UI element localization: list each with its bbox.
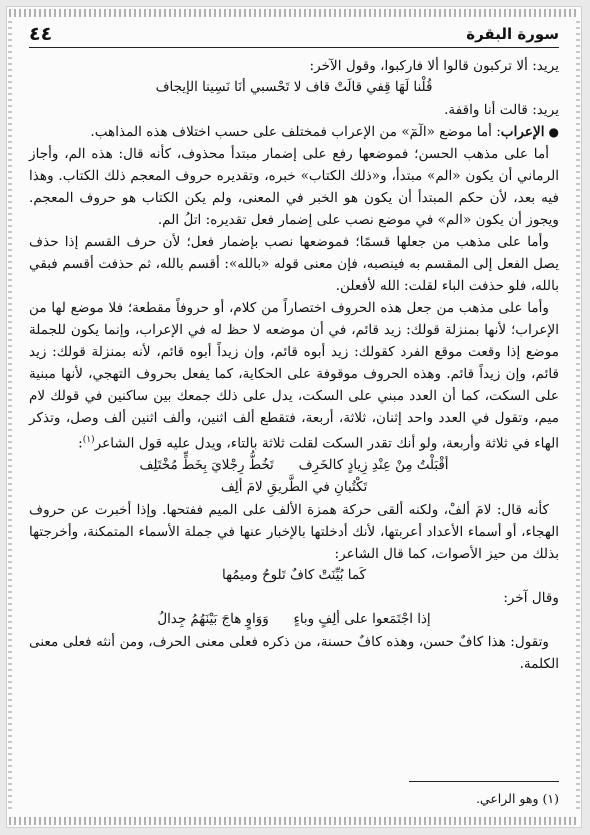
irab-label: الإعراب — [500, 124, 545, 140]
verse-line-5 — [29, 609, 559, 631]
verse-5-hemistich-a: إذا اجْتَمَعوا على ألِفٍ وباءٍ — [293, 611, 431, 627]
left-ornament-border — [8, 21, 12, 813]
bullet-icon: ● — [548, 125, 559, 139]
bottom-ornament-border — [9, 817, 579, 825]
verse-2-hemistich-b: تَخُطُّ رِجْلايَ بِخَطٍّ مُخْتَلِف — [139, 457, 274, 473]
paragraph-intro: يريد: ألا تركبون قالوا ألا فاركبوا، وقول الآخر: — [309, 58, 559, 74]
verse-line-2 — [29, 455, 559, 477]
paragraph-another-poet: وقال آخر: — [503, 589, 559, 606]
paragraph-gender: وتقول: هذا كافٌ حسن، وهذه كافٌ حسنة، من ذكره فعلى معنى الحرف، ومن أنثه فعلى معنى الكلمة. — [29, 633, 559, 672]
irab-text: : أما موضع «الٓمٓ» من الإعراب فمختلف على حسب اختلاف هذه المذاهب. — [90, 124, 501, 140]
main-text — [29, 55, 559, 675]
paragraph-letters-text: وأما على مذهب من جعل هذه الحروف اختصاراً من كلام، أو حروفاً مقطعة؛ فلا موضع لها من الإعراب؛ لأنها بمنزلة قولك: زيد قائم، في أن موضعه لا حظ له في الإعراب، وإنما يكون للجملة موضع إذا وقعت موقع الفرد كقولك: زيد أبوه قائم، وإن زيداً أبوه قائم، لأنه بمنزلة قولك: زيد قائم، وإن زيداً قائم. وهذه الحروف موقوفة على الحكاية، كما يفعل بحروف التهجي، لأنها مبنية على السكت، كما أن العدد مبني على السكت، يدل على ذلك جمعك بين ساكنين في قولك لام ميم، وتقول في العدد واحد إثنان، ثلاثة، أربعة، فتقطع ألف اثنين، وألف اثنين ألف وصل، وتذكر الهاء في ثلاثة وأربعة، ولو أنك تقدر السكت لقلت ثلاثة بالتاء، ويدل عليه قول الشاعر — [29, 300, 559, 452]
footnote-1 — [29, 791, 559, 806]
surah-title: سورة البقرة — [466, 25, 559, 43]
verse-line-3: تَكْتُبانِ في الطَّريقِ لامَ ألِف — [220, 479, 368, 495]
page-number: ٤٤ — [29, 23, 53, 45]
paragraph-oath: وأما على مذهب من جعلها قسمًا؛ فموضعها نصب بإضمار فعل؛ لأن حرف القسم إذا حذف يصل الفعل إلى المقسم به فينصبه، فإن معنى قوله «بالله»: أقسم بالله، ثم حذفت أقسم فبقي بالله، فلو حذفت الباء لقلت: الله لأفعلن. — [29, 234, 559, 294]
verse-line-1: قُلْنا لَهَا قِفي قالَتْ قاف لا تَحْسبي أنَا نَسِينا الإيجاف — [155, 80, 433, 95]
verse-5-hemistich-b: وَوَاوٍ هاجَ بَيْنَهُمُ جِدالُ — [157, 611, 269, 627]
right-ornament-border — [576, 21, 580, 813]
footnote-number: (١) — [542, 791, 559, 806]
verse-line-4: كَما بُيِّنَتْ كافٌ تَلوحُ وميمُها — [222, 567, 366, 583]
top-ornament-border — [9, 9, 579, 17]
paragraph-hasan: أما على مذهب الحسن؛ فموضعها رفع على إضمار مبتدأ محذوف، كأنه قال: هذه الم، وأجاز الرماني أن يكون «الم» مبتدأ، و«ذلك الكتاب» خبره، وتقديره حروف المعجم ذلك الكتاب. وهذا فيه بعد، لأن حكم المبتدأ أن يكون هو الخبر في المعنى، ولم يكن الكتاب هو حروف المعجم. ويجوز أن يكون «الم» في موضع نصب على إضمار فعل تقديره: اتلُ الم. — [29, 146, 559, 228]
paragraph-lam-alif: كأنه قال: لامَ ألفْ، ولكنه ألقى حركة همزة الألف على الميم ففتحها. وإذا أخبرت عن حروف الهجاء، أو أسماء الأعداد أعربتها، لأنك أدخلتها بالإخبار عنها في جملة الأسماء المتمكنة، وأخرجتها بذلك من حيز الأصوات، كما قال الشاعر: — [29, 501, 559, 562]
running-header — [29, 21, 559, 48]
footnote-reference: (١) — [82, 435, 95, 445]
verse-2-hemistich-a: أقْبَلْتُ مِنْ عِنْدِ زِيادٍ كالخَرِف — [298, 457, 449, 473]
irab-heading-paragraph — [29, 121, 559, 143]
footnote-text: وهو الراعي. — [475, 791, 539, 806]
page — [6, 6, 582, 828]
paragraph-explanation: يريد: قالت أنا واقفة. — [444, 102, 559, 118]
paragraph-letters: وأما على مذهب من جعل هذه الحروف اختصاراً من كلام، أو حروفاً مقطعة؛ فلا موضع لها من الإعراب؛ لأنها بمنزلة قولك: زيد قائم، في أن موضعه لا حظ له في الإعراب، وإنما يكون للجملة موضع إذا وقعت موقع الفرد كقولك: زيد أبوه قائم، وإن زيداً أبوه قائم، لأنه بمنزلة قولك: زيد قائم، وإن زيداً قائم. وهذه الحروف موقوفة على الحكاية، كما يفعل بحروف التهجي، لأنها مبنية على السكت، كما أن العدد مبني على السكت، يدل على ذلك جمعك بين ساكنين في قولك لام ميم، وتقول في العدد واحد إثنان، ثلاثة، أربعة، فتقطع ألف اثنين، وألف اثنين ألف وصل، وتذكر الهاء في ثلاثة وأربعة، ولو أنك تقدر السكت لقلت ثلاثة بالتاء، ويدل عليه قول الشاعر$^{(١)}$: — [29, 300, 559, 452]
footnote-separator — [409, 781, 559, 782]
